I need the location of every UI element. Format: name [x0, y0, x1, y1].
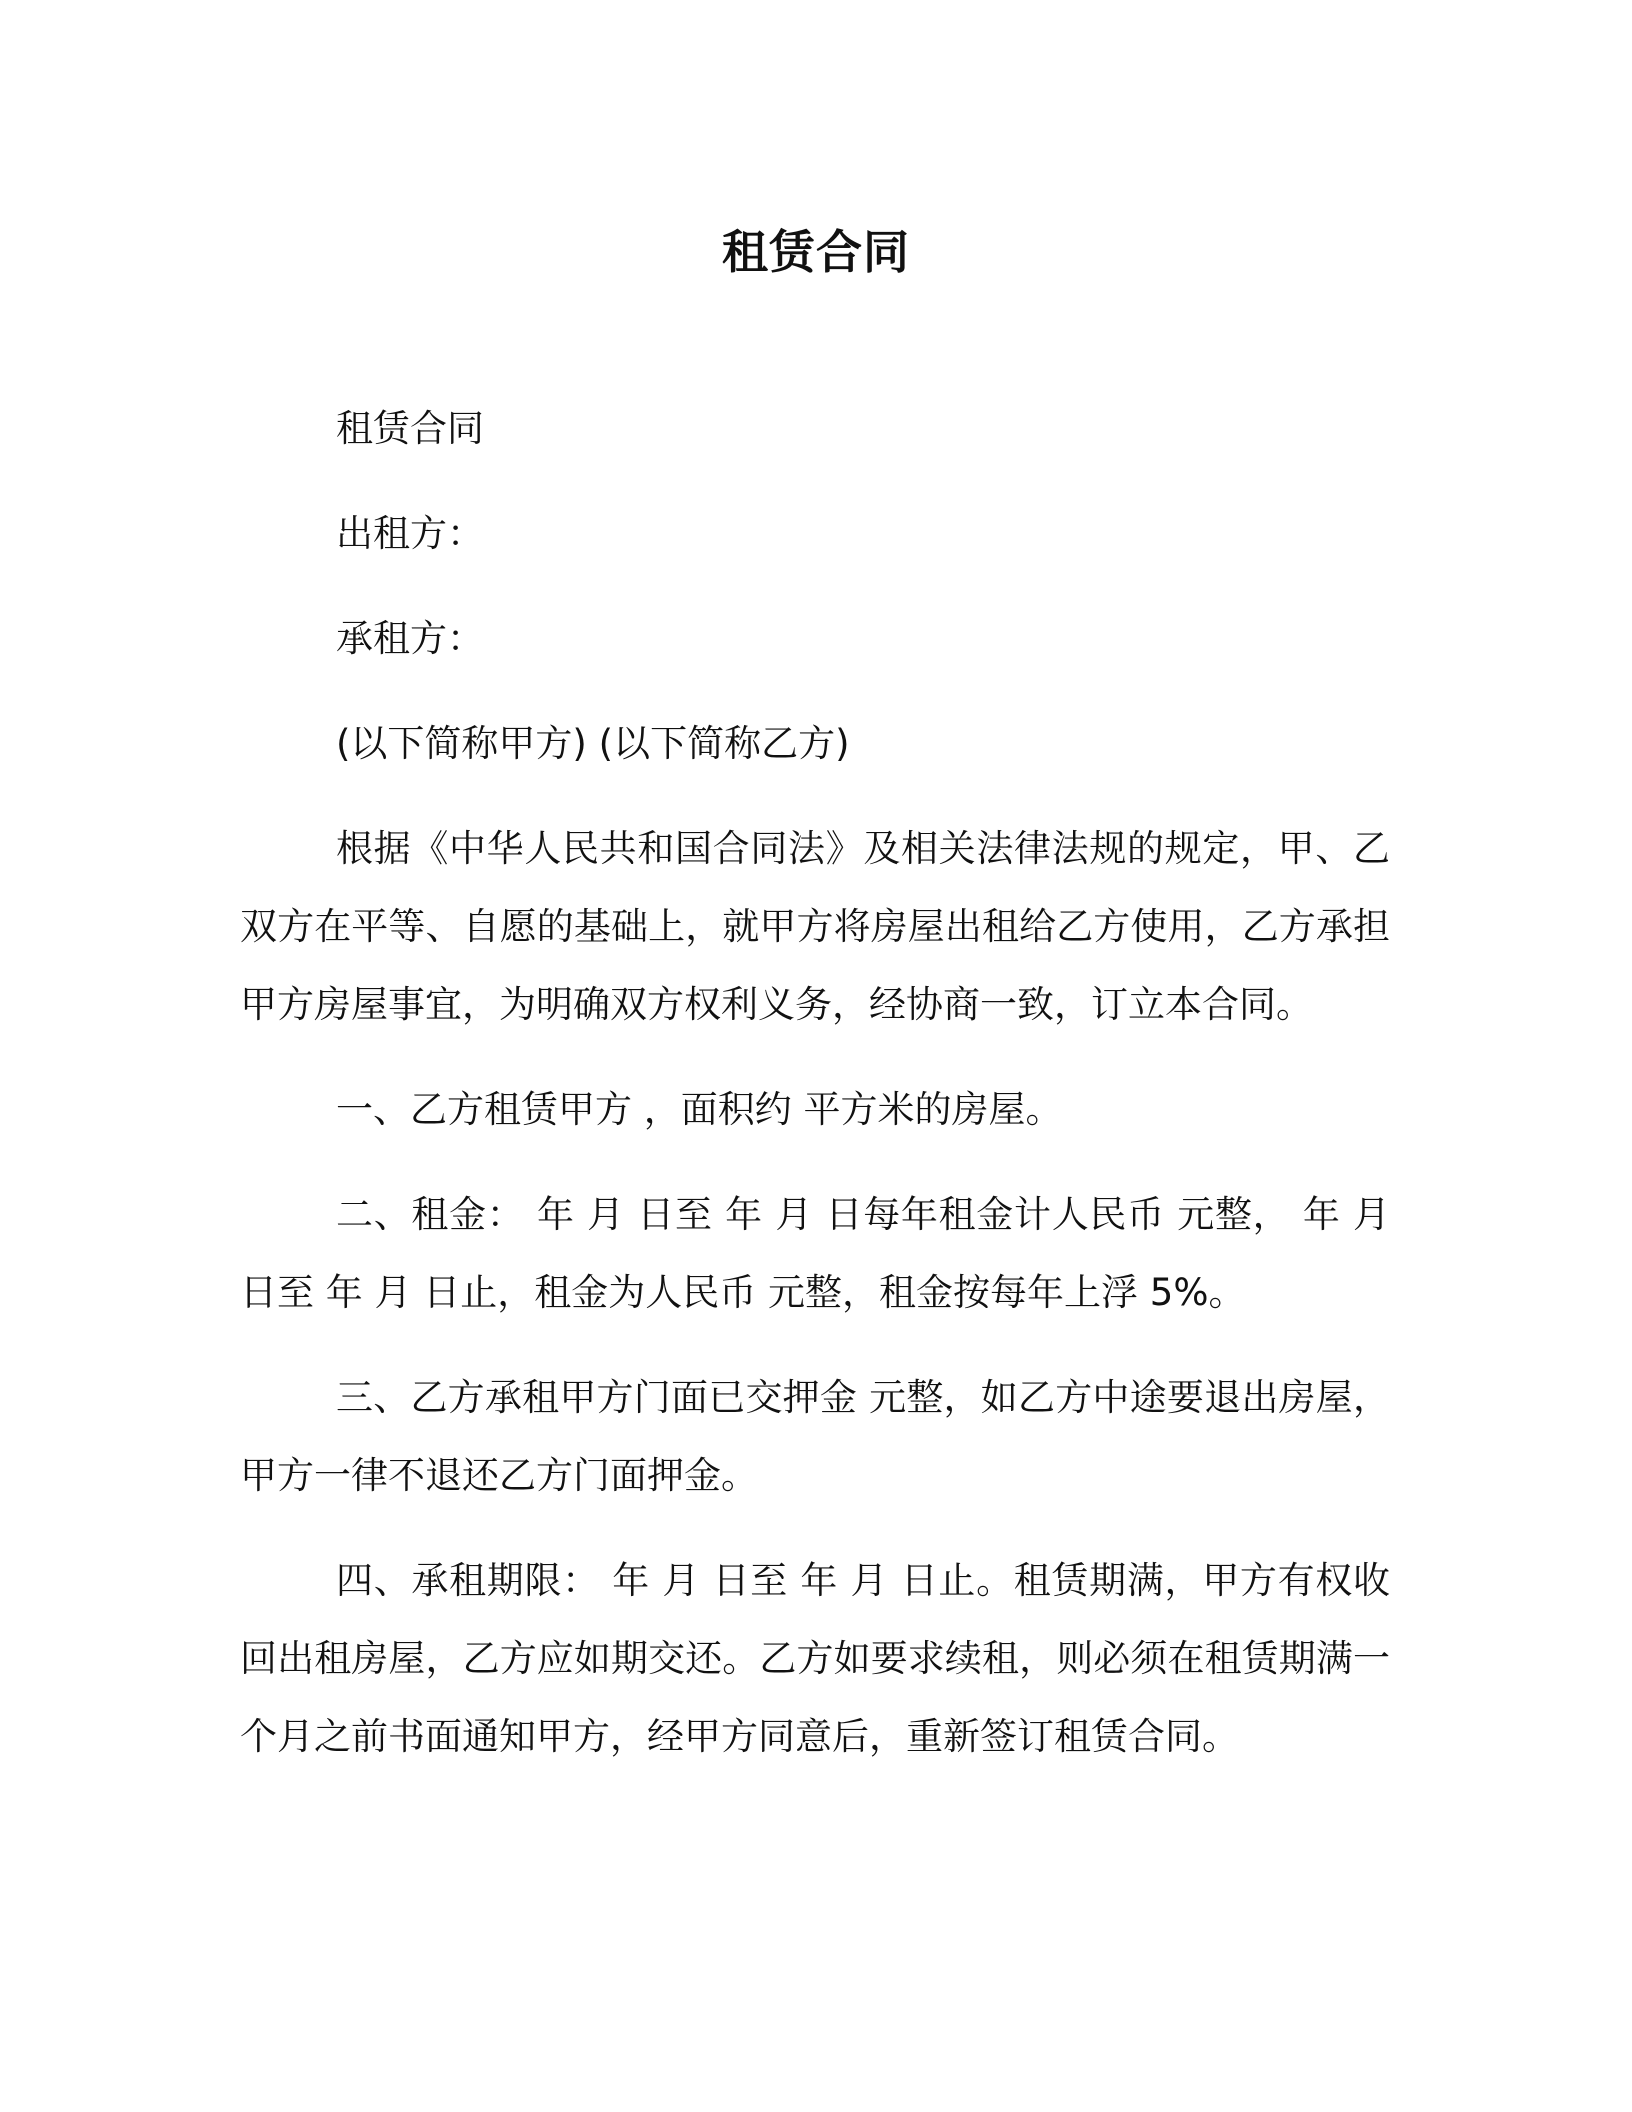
- page-title: 租赁合同: [722, 225, 910, 279]
- clause-1: 一、乙方租赁甲方 ，面积约 平方米的房屋。: [336, 1088, 1063, 1131]
- clause-2: 二、租金： 年 月 日至 年 月 日每年租金计人民币 元整， 年 月 日至 年 月 日止，租金为人民币 元整，租金按每年上浮 5%。: [240, 1193, 1390, 1314]
- clause-3: 三、乙方承租甲方门面已交押金 元整，如乙方中途要退出房屋，甲方一律不退还乙方门面押金。: [240, 1376, 1390, 1497]
- clause-4: 四、承租期限： 年 月 日至 年 月 日止。租赁期满，甲方有权收回出租房屋，乙方应如期交还。乙方如要求续租，则必须在租赁期满一个月之前书面通知甲方，经甲方同意后，重新签订租赁合同。: [240, 1559, 1390, 1758]
- paragraph-party-abbreviations: (以下简称甲方) (以下简称乙方): [336, 722, 850, 765]
- contract-body: [240, 390, 1390, 1803]
- paragraph-lessee: 承租方：: [336, 617, 484, 660]
- paragraph-preamble: 根据《中华人民共和国合同法》及相关法律法规的规定，甲、乙双方在平等、自愿的基础上，就甲方将房屋出租给乙方使用，乙方承担甲方房屋事宜，为明确双方权利义务，经协商一致，订立本合同。: [240, 827, 1390, 1026]
- paragraph-heading: 租赁合同: [336, 407, 484, 450]
- paragraph-lessor: 出租方：: [336, 512, 484, 555]
